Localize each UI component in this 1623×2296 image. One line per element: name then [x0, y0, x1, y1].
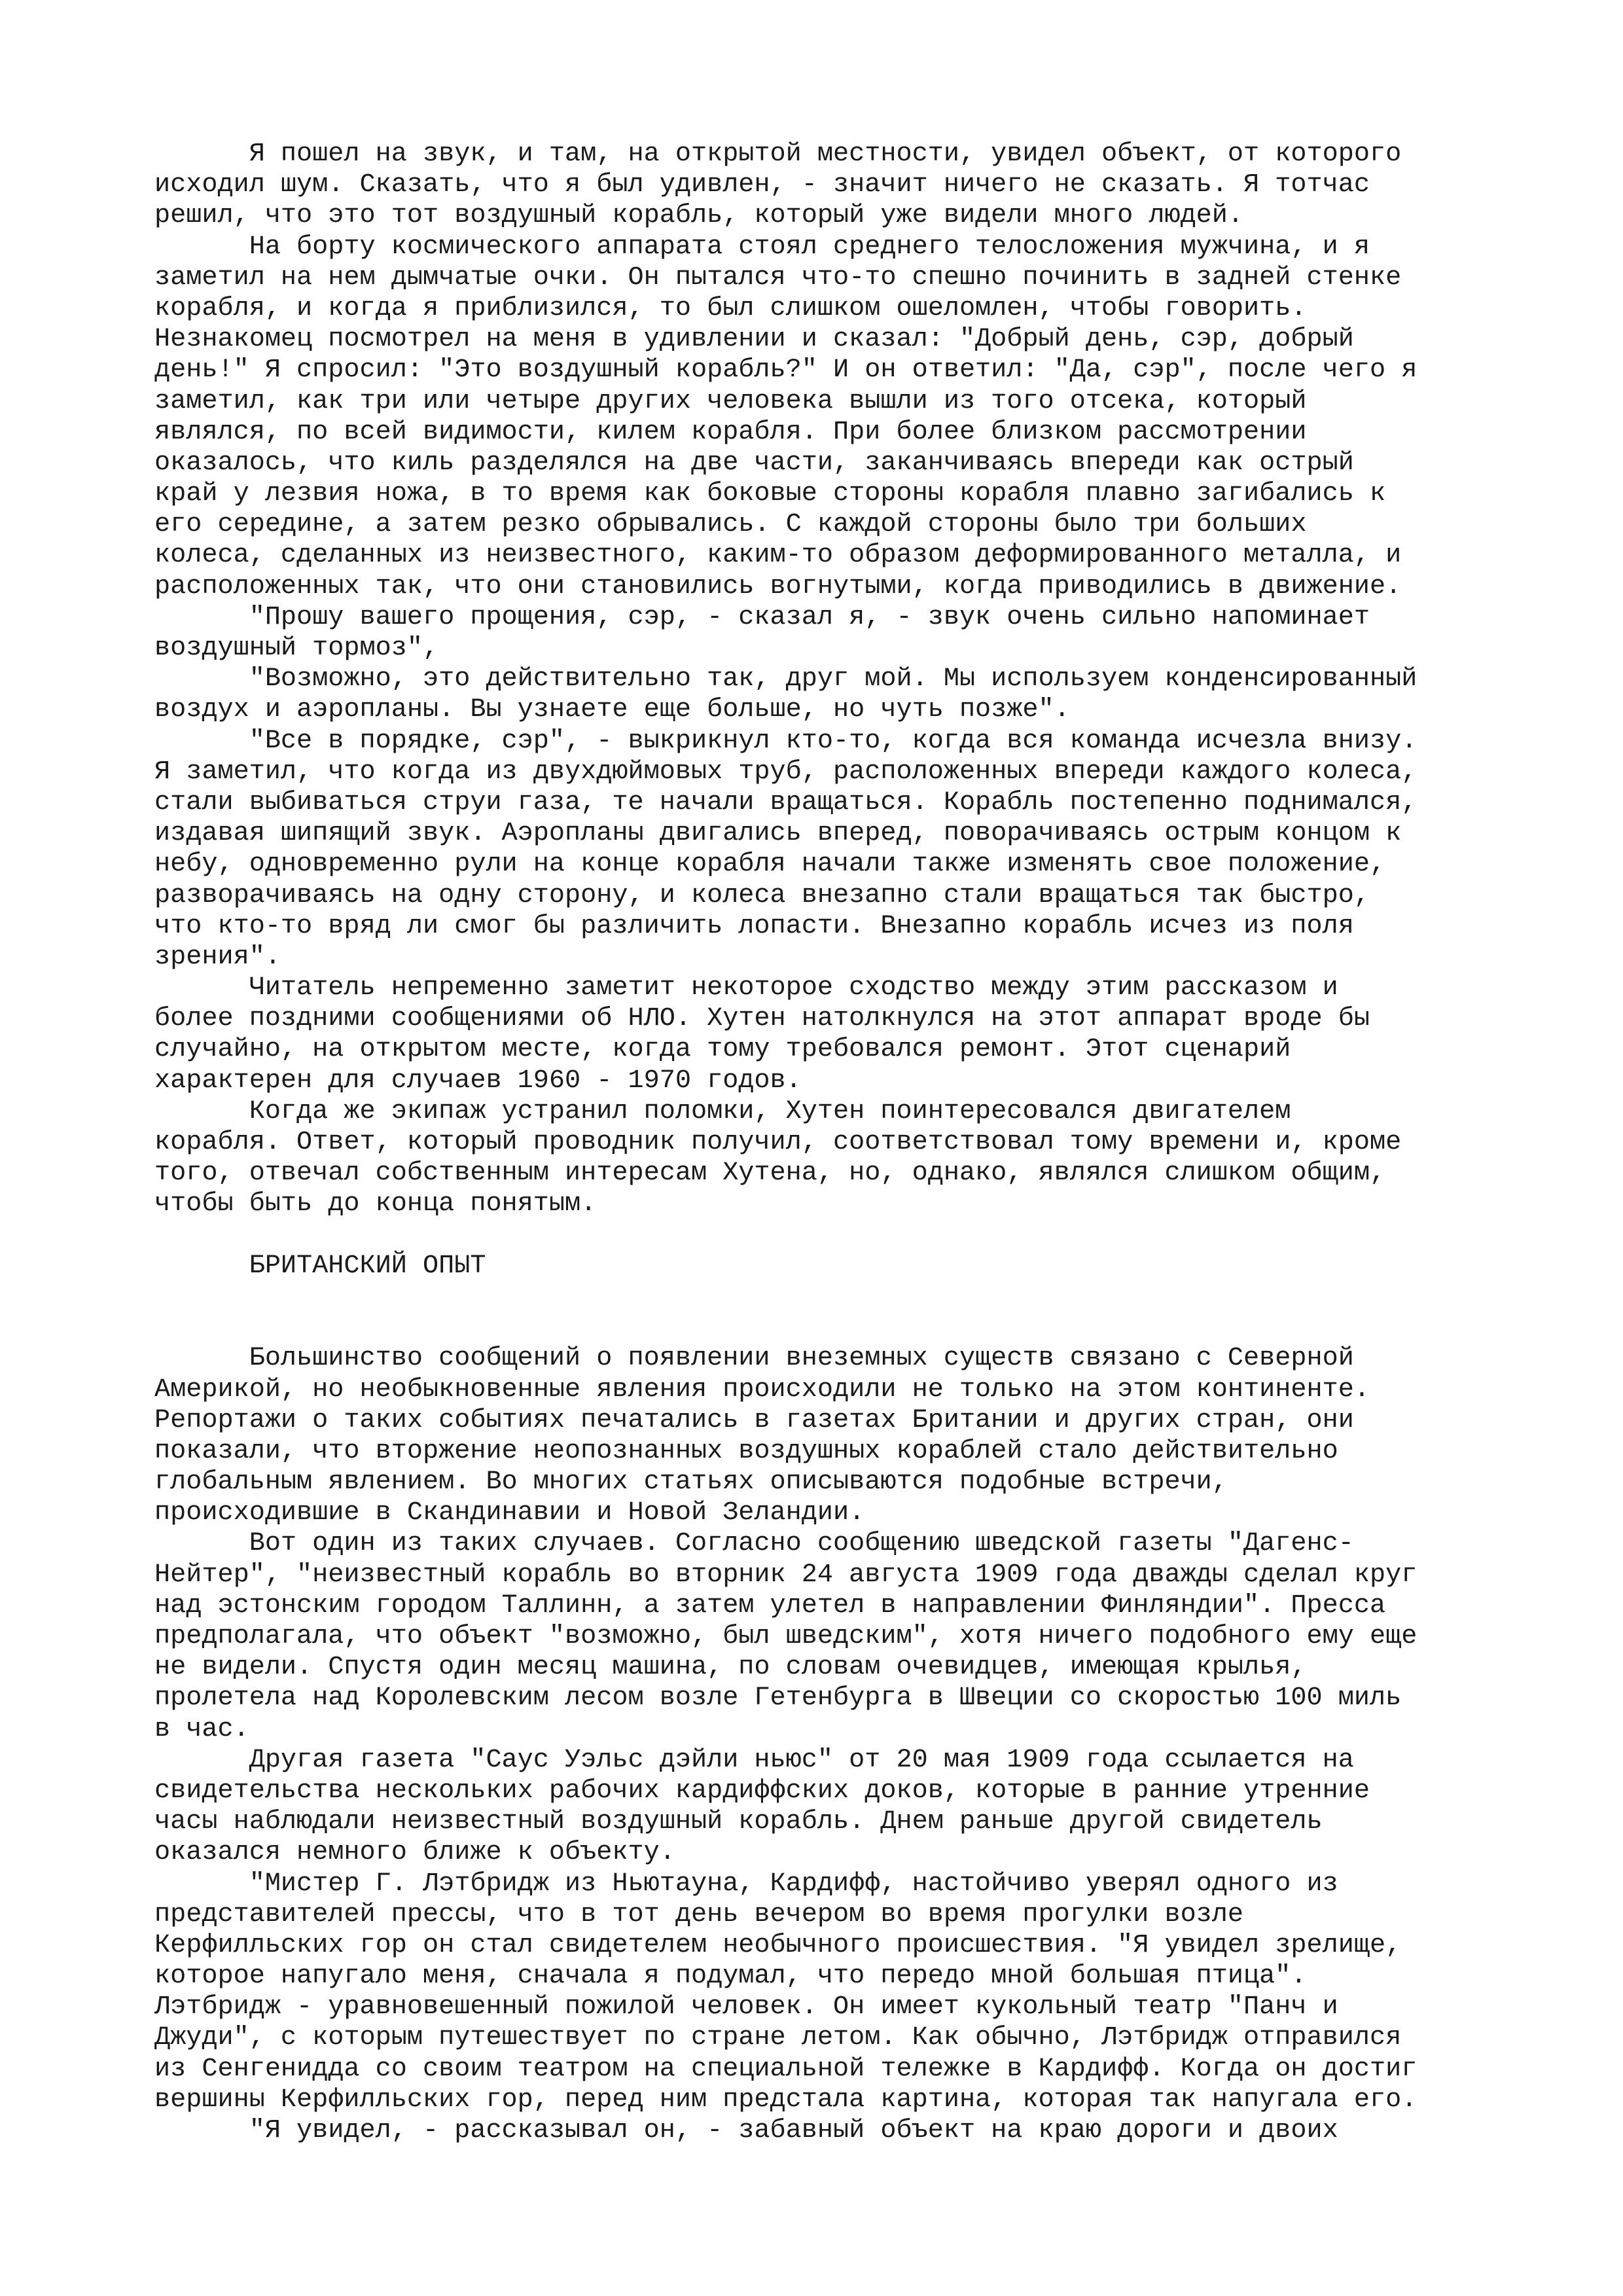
text-line: зрения". — [154, 942, 281, 972]
text-line: исходил шум. Сказать, что я был удивлен, - значит ничего не сказать. Я тотчас — [154, 170, 1370, 200]
text-line: Репортажи о таких событиях печатались в газетах Британии и других стран, они — [154, 1405, 1354, 1435]
text-line: Америкой, но необыкновенные явления происходили не только на этом континенте. — [154, 1374, 1370, 1405]
text-line: день!" Я спросил: "Это воздушный корабль?" И он ответил: "Да, сэр", после чего я — [154, 355, 1418, 386]
text-line: что кто-то вряд ли смог бы различить лопасти. Внезапно корабль исчез из поля — [154, 911, 1354, 941]
text-line: Джуди", с которым путешествует по стране летом. Как обычно, Лэтбридж отправился — [154, 2023, 1402, 2053]
text-line: того, отвечал собственным интересам Хутена, но, однако, являлся слишком общим, — [154, 1158, 1386, 1189]
text-line: корабля, и когда я приблизился, то был слишком ошеломлен, чтобы говорить. — [154, 293, 1307, 323]
text-line: Нейтер", "неизвестный корабль во вторник 24 августа 1909 года дважды сделал круг — [154, 1560, 1418, 1590]
text-line: Я пошел на звук, и там, на открытой местности, увидел объект, от которого — [154, 139, 1402, 169]
text-line: которое напугало меня, сначала я подумал, что передо мной большая птица". — [154, 1962, 1307, 1992]
text-line: Керфилльских гор он стал свидетелем необычного происшествия. "Я увидел зрелище, — [154, 1930, 1402, 1960]
text-line: край у лезвия ножа, в то время как боковые стороны корабля плавно загибались к — [154, 479, 1386, 509]
text-line: над эстонским городом Таллинн, а затем улетел в направлении Финляндии". Пресса — [154, 1590, 1386, 1621]
text-line — [154, 1312, 1483, 1343]
text-line: вершины Керфилльских гор, перед ним предстала картина, которая так напугала его. — [154, 2085, 1418, 2115]
text-line: Когда же экипаж устранил поломки, Хутен поинтересовался двигателем — [154, 1096, 1291, 1126]
text-line: издавая шипящий звук. Аэропланы двигались вперед, поворачиваясь острым концом к — [154, 819, 1402, 849]
text-line: Другая газета "Саус Уэльс дэйли ньюс" от 20 мая 1909 года ссылается на — [154, 1745, 1354, 1775]
text-line: заметил, как три или четыре других человека вышли из того отсека, который — [154, 386, 1307, 416]
text-line: небу, одновременно рули на конце корабля начали также изменять свое положение, — [154, 850, 1386, 880]
text-line — [154, 1220, 1483, 1251]
text-line: чтобы быть до конца понятым. — [154, 1189, 597, 1219]
text-line: заметил на нем дымчатые очки. Он пытался что-то спешно починить в задней стенке — [154, 262, 1402, 293]
text-line: Читатель непременно заметит некоторое сходство между этим рассказом и — [154, 973, 1338, 1003]
text-line: случайно, на открытом месте, когда тому требовался ремонт. Этот сценарий — [154, 1035, 1291, 1065]
text-line: из Сенгенидда со своим театром на специальной тележке в Кардифф. Когда он достиг — [154, 2054, 1418, 2084]
text-line: Я заметил, что когда из двухдюймовых труб, расположенных впереди каждого колеса, — [154, 757, 1418, 787]
text-line: оказалось, что киль разделялся на две части, заканчиваясь впереди как острый — [154, 448, 1354, 478]
text-line: колеса, сделанных из неизвестного, каким-то образом деформированного металла, и — [154, 541, 1402, 571]
text-line: представителей прессы, что в тот день вечером во время прогулки возле — [154, 1899, 1244, 1929]
text-line: воздух и аэропланы. Вы узнаете еще больше, но чуть позже". — [154, 695, 1070, 725]
text-line: разворачиваясь на одну сторону, и колеса внезапно стали вращаться так быстро, — [154, 880, 1370, 910]
text-line: часы наблюдали неизвестный воздушный корабль. Днем раньше другой свидетель — [154, 1807, 1323, 1837]
text-line: "Все в порядке, сэр", - выкрикнул кто-то, когда вся команда исчезла внизу. — [154, 726, 1418, 756]
text-line: показали, что вторжение неопознанных воздушных кораблей стало действительно — [154, 1436, 1338, 1466]
text-line: не видели. Спустя один месяц машина, по словам очевидцев, имеющая крылья, — [154, 1653, 1307, 1683]
text-line: Незнакомец посмотрел на меня в удивлении и сказал: "Добрый день, сэр, добрый — [154, 325, 1354, 355]
text-line: глобальным явлением. Во многих статьях описываются подобные встречи, — [154, 1467, 1228, 1498]
document-body-text — [154, 139, 1483, 2146]
text-line: Лэтбридж - уравновешенный пожилой человек. Он имеет кукольный театр "Панч и — [154, 1992, 1338, 2022]
text-line: "Я увидел, - рассказывал он, - забавный объект на краю дороги и двоих — [154, 2116, 1338, 2145]
text-line — [154, 1282, 1483, 1312]
text-line: пролетела над Королевским лесом возле Гетенбурга в Швеции со скоростью 100 миль — [154, 1683, 1402, 1713]
text-line: расположенных так, что они становились вогнутыми, когда приводились в движение. — [154, 571, 1402, 601]
text-line: более поздними сообщениями об НЛО. Хутен натолкнулся на этот аппарат вроде бы — [154, 1004, 1370, 1034]
text-line: являлся, по всей видимости, килем корабля. При более близком рассмотрении — [154, 417, 1307, 447]
text-line: в час. — [154, 1714, 249, 1744]
text-line: воздушный тормоз", — [154, 634, 439, 663]
text-line: предполагала, что объект "возможно, был шведским", хотя ничего подобного ему еще — [154, 1622, 1418, 1651]
text-line: оказался немного ближе к объекту. — [154, 1838, 675, 1868]
text-line: характерен для случаев 1960 - 1970 годов. — [154, 1066, 802, 1096]
text-line: "Возможно, это действительно так, друг мой. Мы используем конденсированный — [154, 664, 1418, 694]
text-line: "Прошу вашего прощения, сэр, - сказал я, - звук очень сильно напоминает — [154, 602, 1370, 632]
text-line: решил, что это тот воздушный корабль, который уже видели много людей. — [154, 201, 1244, 231]
text-line: корабля. Ответ, который проводник получил, соответствовал тому времени и, кроме — [154, 1128, 1402, 1157]
text-line: БРИТАНСКИЙ ОПЫТ — [154, 1251, 486, 1281]
text-line: Большинство сообщений о появлении внеземных существ связано с Северной — [154, 1344, 1354, 1374]
text-line: Вот один из таких случаев. Согласно сообщению шведской газеты "Дагенс- — [154, 1529, 1354, 1559]
text-line: "Мистер Г. Лэтбридж из Ньютауна, Кардифф, настойчиво уверял одного из — [154, 1869, 1338, 1899]
text-line: его середине, а затем резко обрывались. С каждой стороны было три больших — [154, 510, 1307, 540]
text-line: На борту космического аппарата стоял среднего телосложения мужчина, и я — [154, 232, 1370, 262]
text-line: свидетельства нескольких рабочих кардиффских доков, которые в ранние утренние — [154, 1776, 1370, 1806]
text-line: происходившие в Скандинавии и Новой Зеландии. — [154, 1498, 865, 1528]
text-line: стали выбиваться струи газа, те начали вращаться. Корабль постепенно поднимался, — [154, 787, 1418, 817]
